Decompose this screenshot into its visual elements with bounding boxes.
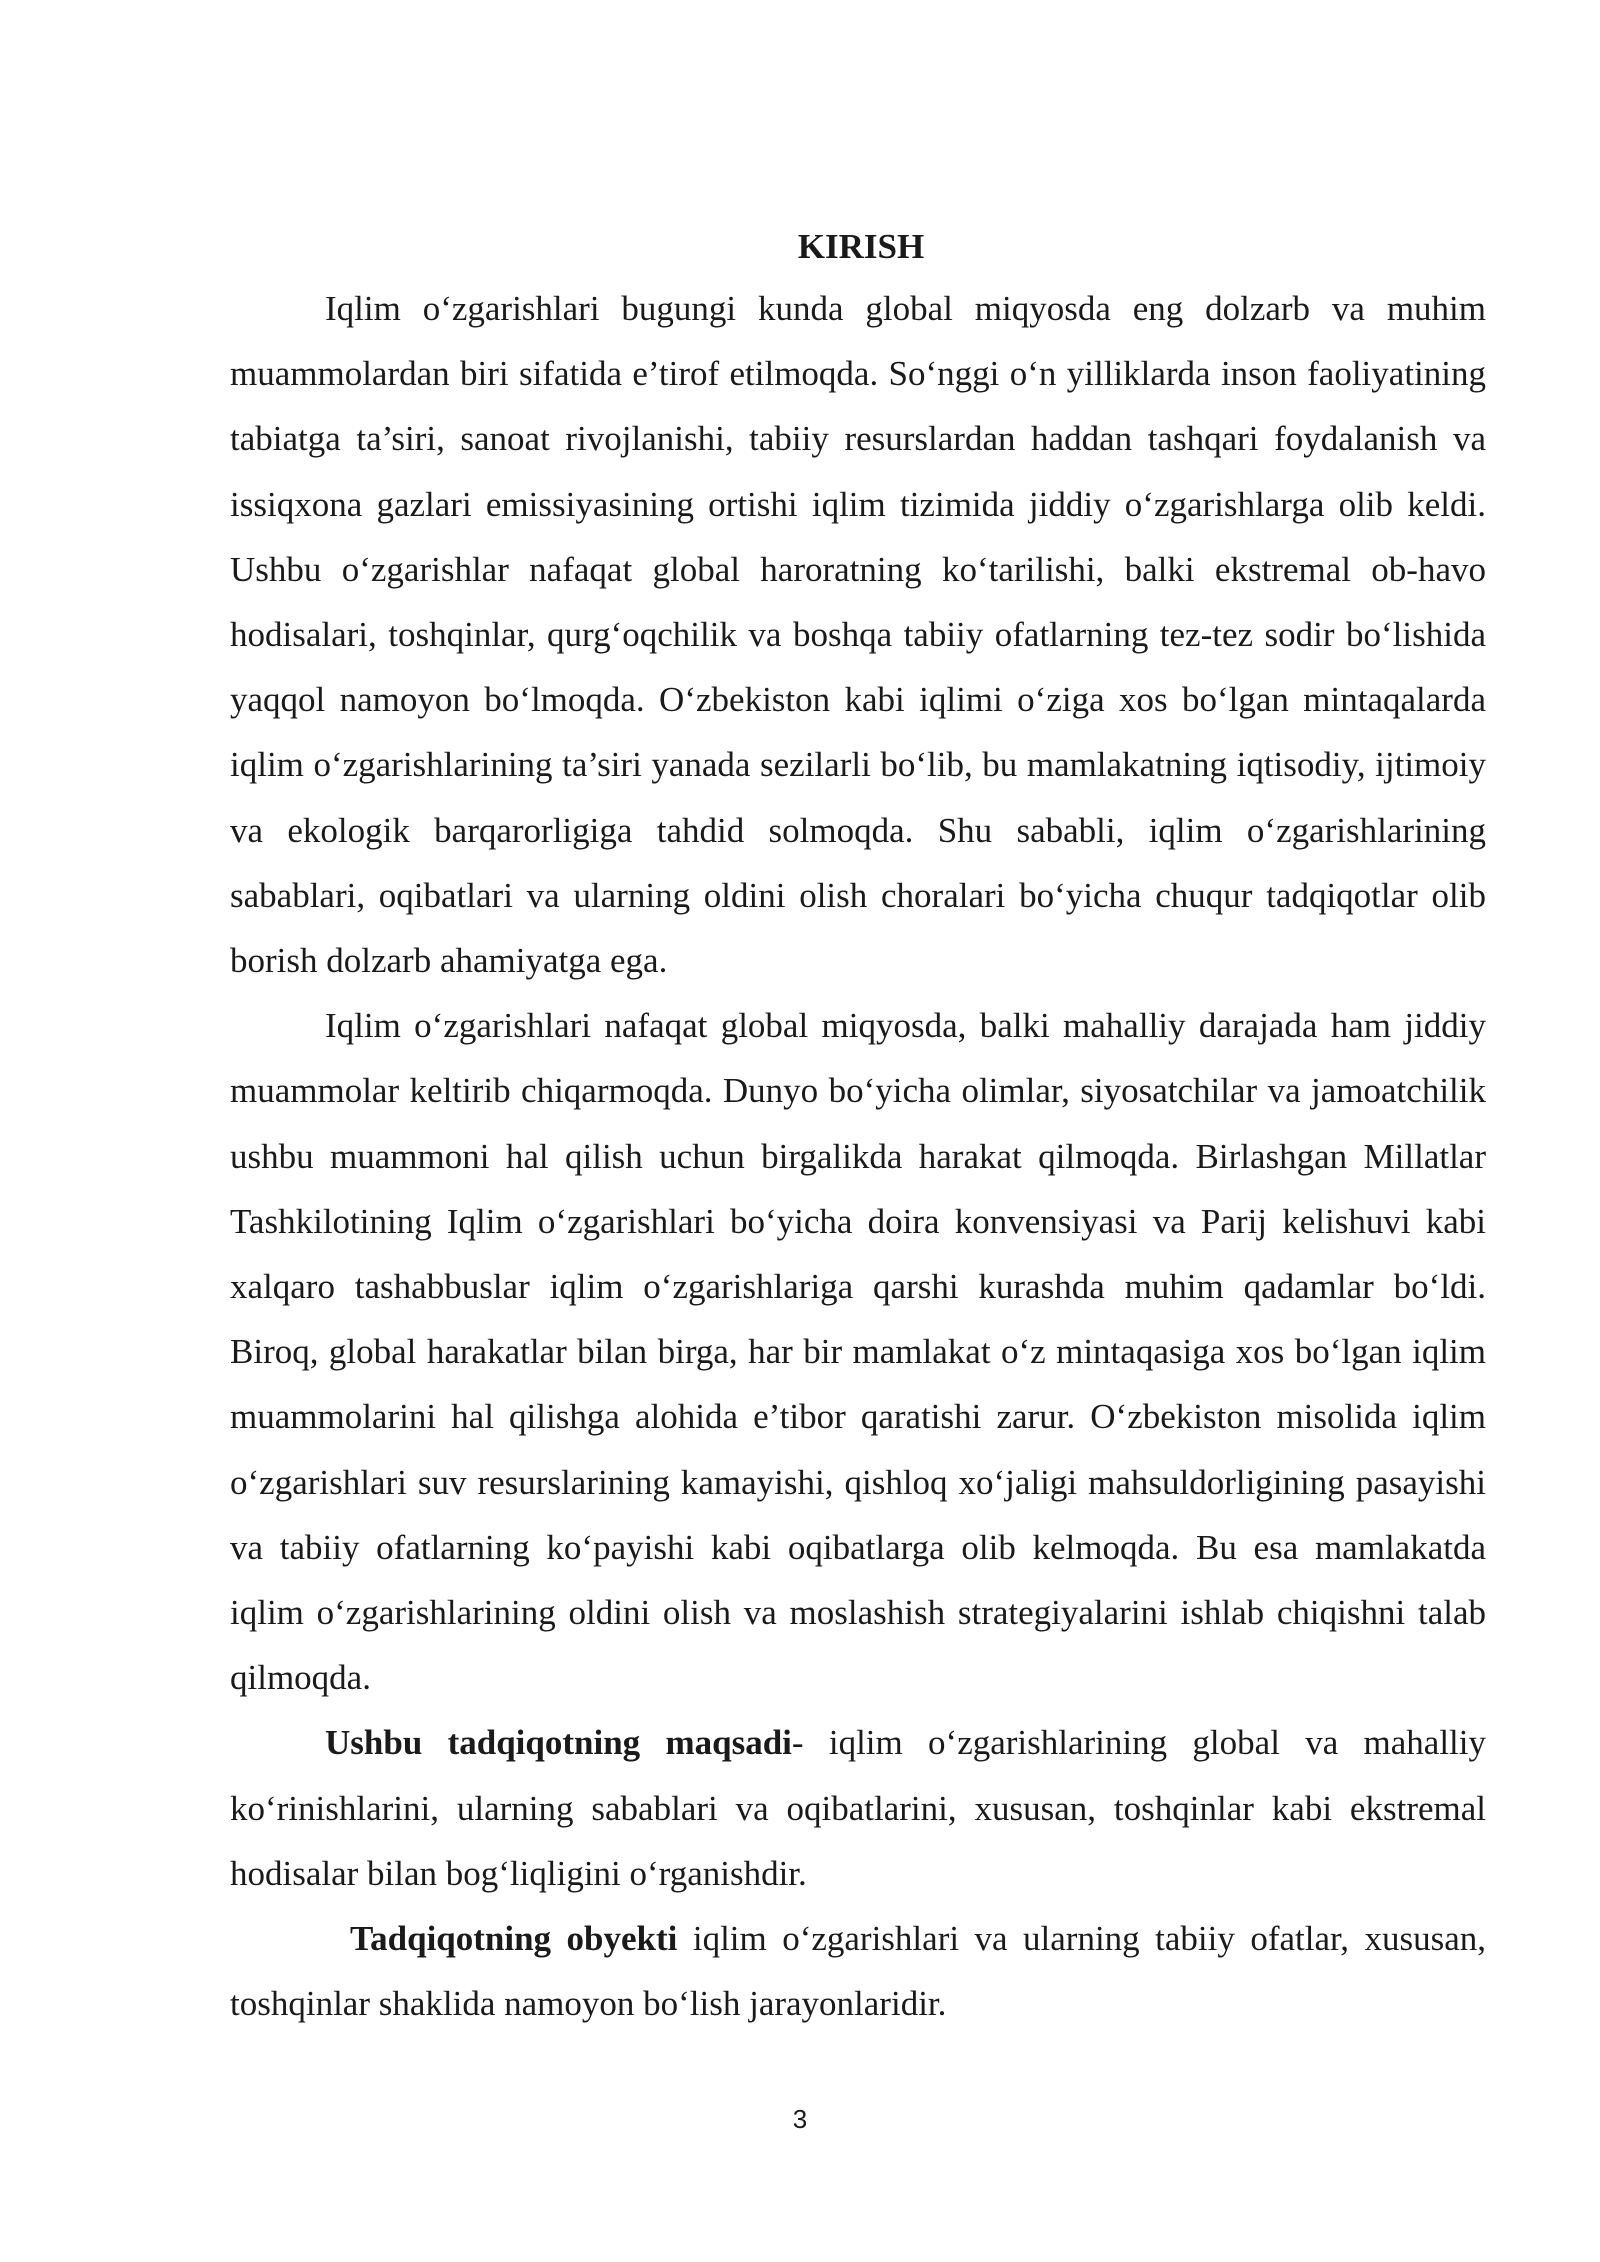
paragraph-1: Iqlim o‘zgarishlari bugungi kunda global miqyosda eng dolzarb va muhim muammolardan biri sifatida e’tirof etilmoqda. So‘nggi o‘n yilliklarda inson faoliyatining tabiatga ta’siri, sanoat rivojlanishi, tabiiy resurslardan haddan tashqari foydalanish va issiqxona gazlari emissiyasining ortishi iqlim tizimida jiddiy o‘zgarishlarga olib keldi. Ushbu o‘zgarishlar nafaqat global haroratning ko‘tarilishi, balki ekstremal ob-havo hodisalari, toshqinlar, qurg‘oqchilik va boshqa tabiiy ofatlarning tez-tez sodir bo‘lishida yaqqol namoyon bo‘lmoqda. O‘zbekiston kabi iqlimi o‘ziga xos bo‘lgan mintaqalarda iqlim o‘zgarishlarining ta’siri yanada sezilarli bo‘lib, bu mamlakatning iqtisodiy, ijtimoiy va ekologik barqarorligiga tahdid solmoqda. Shu sababli, iqlim o‘zgarishlarining sabablari, oqibatlari va ularning oldini olish choralari bo‘yicha chuqur tadqiqotlar olib borish dolzarb ahamiyatga ega.: [230, 289, 1486, 981]
page-number: 3: [792, 2104, 808, 2134]
aim-heading: Ushbu tadqiqotning maqsadi: [325, 1723, 792, 1763]
document-page: [230, 218, 1486, 2036]
object-text: iqlim o‘zgarishlari va ularning tabiiy ofatlar, xususan, toshqinlar shaklida namoyon bo‘lish jarayonlaridir.: [230, 1919, 1486, 2024]
object-heading: Tadqiqotning obyekti: [350, 1919, 678, 1959]
paragraph-4-object: [230, 1906, 1486, 2036]
paragraph-2: Iqlim o‘zgarishlari nafaqat global miqyosda, balki mahalliy darajada ham jiddiy muammolar keltirib chiqarmoqda. Dunyo bo‘yicha olimlar, siyosatchilar va jamoatchilik ushbu muammoni hal qilish uchun birgalikda harakat qilmoqda. Birlashgan Millatlar Tashkilotining Iqlim o‘zgarishlari bo‘yicha doira konvensiyasi va Parij kelishuvi kabi xalqaro tashabbuslar iqlim o‘zgarishlariga qarshi kurashda muhim qadamlar bo‘ldi. Biroq, global harakatlar bilan birga, har bir mamlakat o‘z mintaqasiga xos bo‘lgan iqlim muammolarini hal qilishga alohida e’tibor qaratishi zarur. O‘zbekiston misolida iqlim o‘zgarishlari suv resurslarining kamayishi, qishloq xo‘jaligi mahsuldorligining pasayishi va tabiiy ofatlarning ko‘payishi kabi oqibatlarga olib kelmoqda. Bu esa mamlakatda iqlim o‘zgarishlarining oldini olish va moslashish strategiyalarini ishlab chiqishni talab qilmoqda.: [230, 1006, 1486, 1698]
aim-text: - iqlim o‘zgarishlarining global va mahalliy ko‘rinishlarini, ularning sabablari va oqibatlarini, xususan, toshqinlar kabi ekstremal hodisalar bilan bog‘liqligini o‘rganishdir.: [230, 1723, 1487, 1893]
document-title: KIRISH: [797, 227, 925, 266]
paragraph-3-aim: [230, 1710, 1486, 1906]
